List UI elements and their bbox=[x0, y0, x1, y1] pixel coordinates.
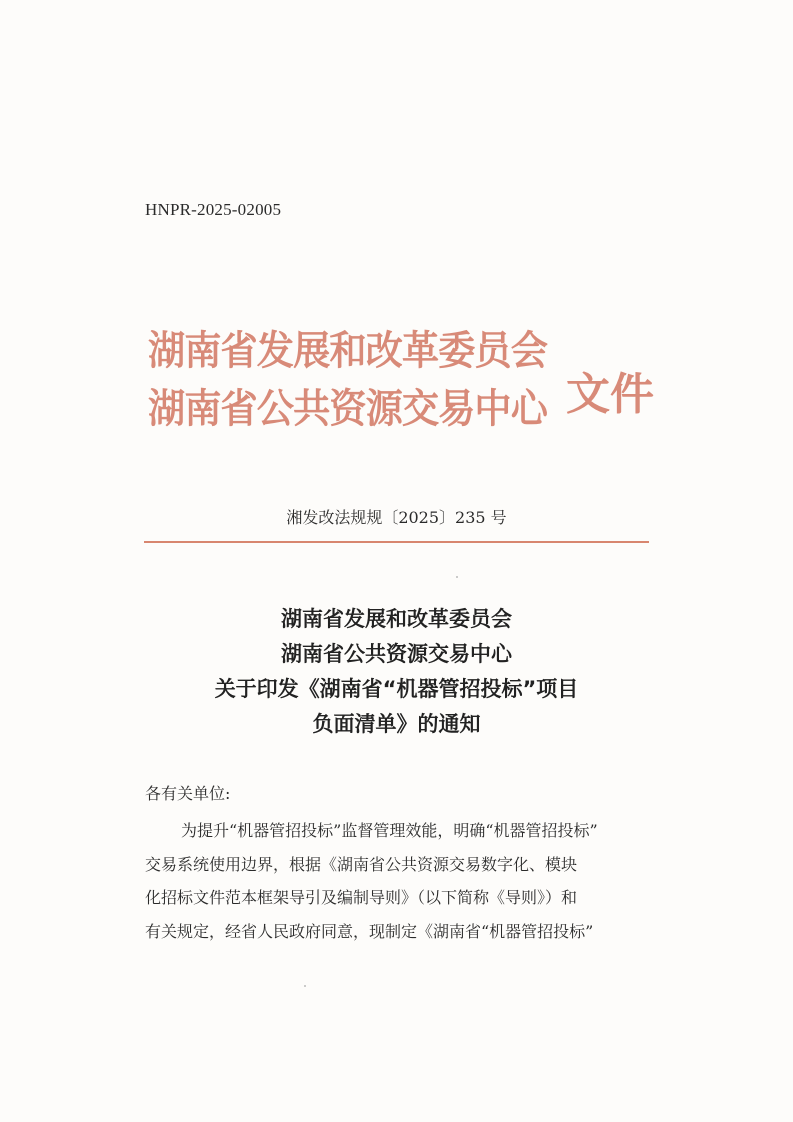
red-separator-line bbox=[144, 541, 649, 543]
title-line-4: 负面清单》的通知 bbox=[312, 712, 481, 736]
title-line-3: 关于印发《湖南省“机器管招投标”项目 bbox=[214, 677, 579, 701]
salutation: 各有关单位: bbox=[145, 784, 231, 803]
document-title bbox=[0, 602, 793, 742]
masthead-org-2: 湖南省公共资源交易中心 bbox=[148, 385, 547, 432]
paragraph-line-3: 化招标文件范本框架导引及编制导则》（以下简称《导则》）和 bbox=[145, 888, 578, 907]
title-line-1: 湖南省发展和改革委员会 bbox=[281, 607, 512, 631]
masthead-issuing-organizations bbox=[148, 322, 558, 438]
paragraph-line-2: 交易系统使用边界，根据《湖南省公共资源交易数字化、模块 bbox=[145, 854, 578, 874]
scan-speck bbox=[456, 576, 458, 578]
masthead-suffix: 文件 bbox=[566, 369, 654, 420]
masthead-org-1: 湖南省发展和改革委员会 bbox=[148, 327, 547, 374]
scan-speck bbox=[304, 985, 306, 987]
issue-number: 湘发改法规规〔2025〕235 号 bbox=[286, 508, 507, 527]
paragraph-line-1: 为提升“机器管招投标”监督管理效能，明确“机器管招投标” bbox=[181, 821, 598, 840]
document-body bbox=[145, 776, 655, 948]
red-masthead bbox=[148, 322, 668, 452]
paragraph-line-4: 有关规定，经省人民政府同意，现制定《湖南省“机器管招投标” bbox=[145, 921, 594, 941]
document-number: HNPR-2025-02005 bbox=[145, 200, 282, 219]
title-line-2: 湖南省公共资源交易中心 bbox=[281, 642, 512, 666]
